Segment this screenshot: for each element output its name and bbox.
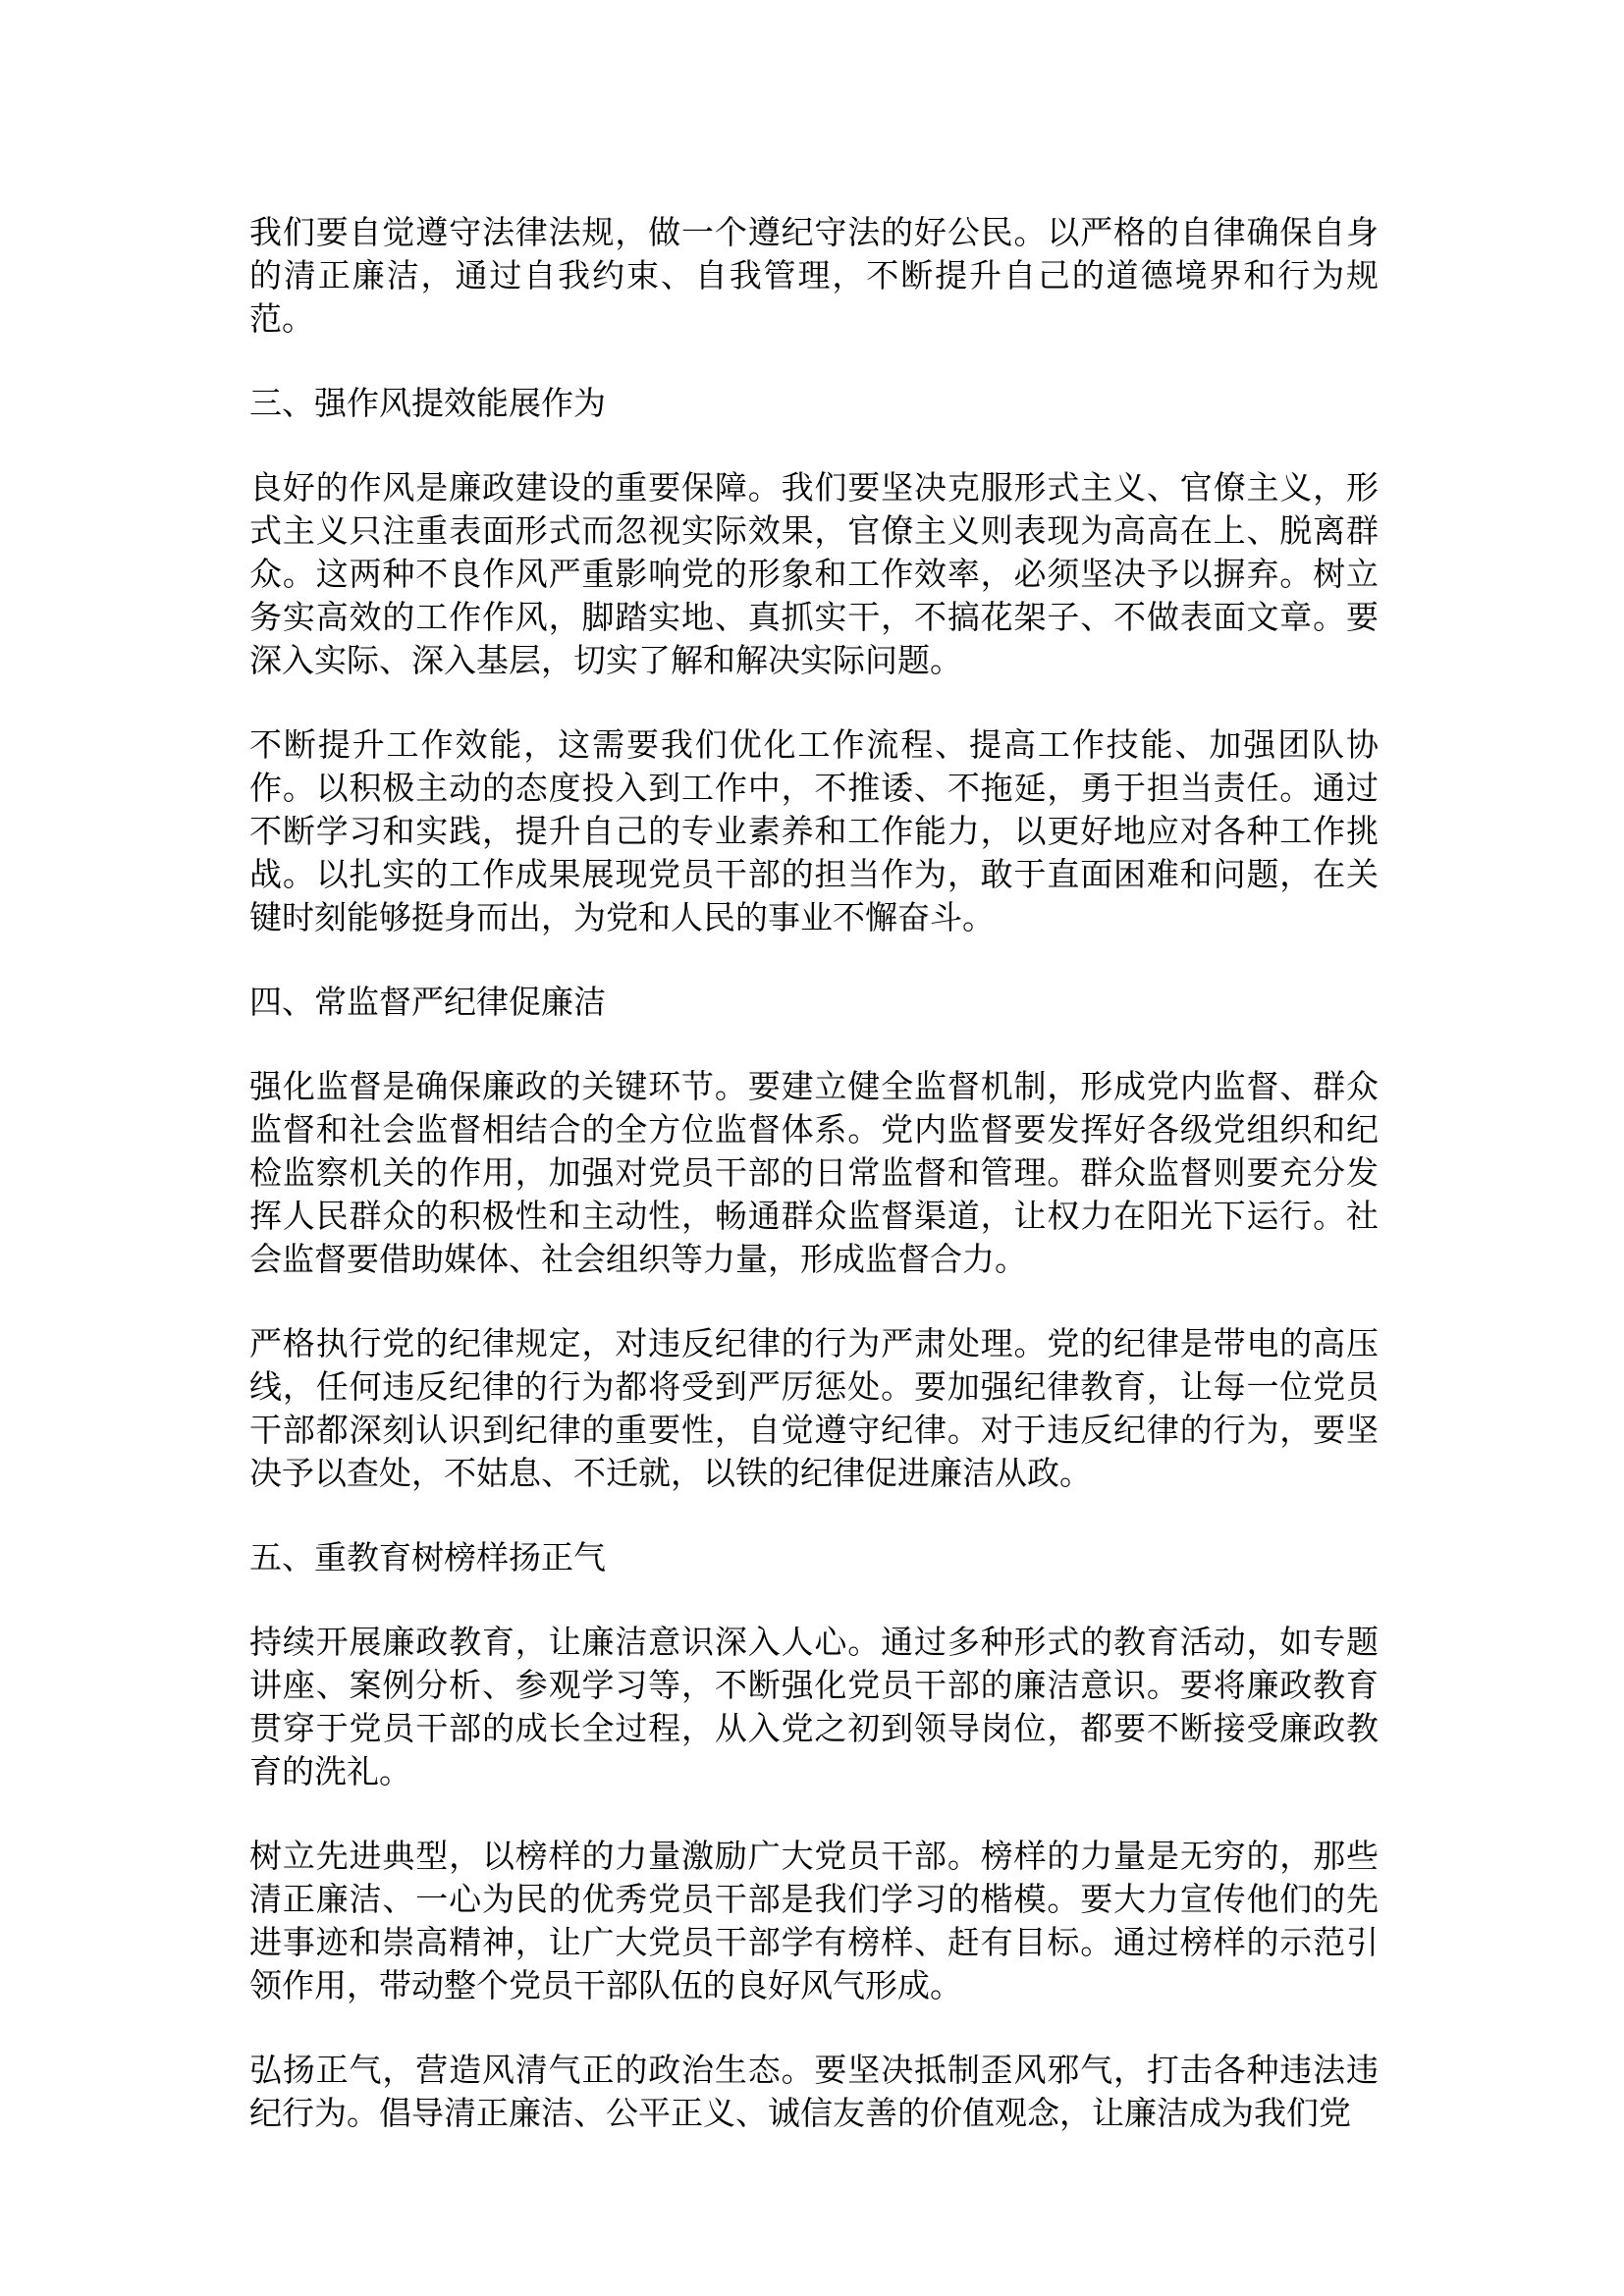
section-heading: 五、重教育树榜样扬正气 <box>249 1541 606 1576</box>
body-paragraph: 持续开展廉政教育，让廉洁意识深入人心。通过多种形式的教育活动，如专题讲座、案例分析、参观学习等，不断强化党员干部的廉洁意识。要将廉政教育贯穿于党员干部的成长全过程，从入党之初到领导岗位，都要不断接受廉政教育的洗礼。 <box>249 1626 1379 1790</box>
document-body <box>249 212 1379 2177</box>
body-paragraph: 我们要自觉遵守法律法规，做一个遵纪守法的好公民。以严格的自律确保自身的清正廉洁，通过自我约束、自我管理，不断提升自己的道德境界和行为规范。 <box>249 216 1379 338</box>
body-paragraph: 严格执行党的纪律规定，对违反纪律的行为严肃处理。党的纪律是带电的高压线，任何违反纪律的行为都将受到严厉惩处。要加强纪律教育，让每一位党员干部都深刻认识到纪律的重要性，自觉遵守纪律。对于违反纪律的行为，要坚决予以查处，不姑息、不迁就，以铁的纪律促进廉洁从政。 <box>249 1327 1379 1492</box>
body-paragraph: 弘扬正气，营造风清气正的政治生态。要坚决抵制歪风邪气，打击各种违法违纪行为。倡导清正廉洁、公平正义、诚信友善的价值观念，让廉洁成为我们党 <box>249 2054 1379 2132</box>
body-paragraph: 树立先进典型，以榜样的力量激励广大党员干部。榜样的力量是无穷的，那些清正廉洁、一心为民的优秀党员干部是我们学习的楷模。要大力宣传他们的先进事迹和崇高精神，让广大党员干部学有榜样、赶有目标。通过榜样的示范引领作用，带动整个党员干部队伍的良好风气形成。 <box>249 1840 1379 2004</box>
body-paragraph: 强化监督是确保廉政的关键环节。要建立健全监督机制，形成党内监督、群众监督和社会监督相结合的全方位监督体系。党内监督要发挥好各级党组织和纪检监察机关的作用，加强对党员干部的日常监督和管理。群众监督则要充分发挥人民群众的积极性和主动性，畅通群众监督渠道，让权力在阳光下运行。社会监督要借助媒体、社会组织等力量，形成监督合力。 <box>249 1070 1379 1278</box>
body-paragraph: 不断提升工作效能，这需要我们优化工作流程、提高工作技能、加强团队协作。以积极主动的态度投入到工作中，不推诿、不拖延，勇于担当责任。通过不断学习和实践，提升自己的专业素养和工作能力，以更好地应对各种工作挑战。以扎实的工作成果展现党员干部的担当作为，敢于直面困难和问题，在关键时刻能够挺身而出，为党和人民的事业不懈奋斗。 <box>249 728 1379 936</box>
body-paragraph: 良好的作风是廉政建设的重要保障。我们要坚决克服形式主义、官僚主义，形式主义只注重表面形式而忽视实际效果，官僚主义则表现为高高在上、脱离群众。这两种不良作风严重影响党的形象和工作效率，必须坚决予以摒弃。树立务实高效的工作作风，脚踏实地、真抓实干，不搞花架子、不做表面文章。要深入实际、深入基层，切实了解和解决实际问题。 <box>249 471 1379 679</box>
section-heading: 四、常监督严纪律促廉洁 <box>249 986 606 1021</box>
section-heading: 三、强作风提效能展作为 <box>249 387 606 422</box>
